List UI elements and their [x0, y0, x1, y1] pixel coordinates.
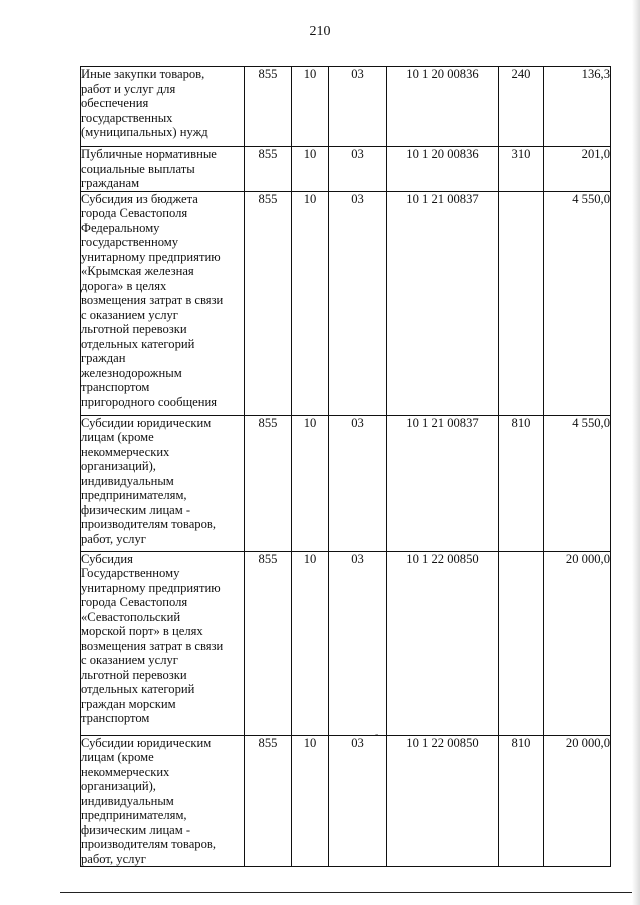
- scan-edge-shadow: [632, 0, 640, 905]
- expense-name-line: Субсидии юридическим: [81, 735, 212, 750]
- expense-name-line: лицам (кроме: [81, 750, 154, 764]
- expense-name-line: транспортом: [81, 711, 150, 725]
- expense-name-line: унитарному предприятию: [81, 249, 221, 264]
- expense-name-line: льготной перевозки: [81, 322, 187, 336]
- amount-cell: 201,0: [544, 147, 611, 192]
- expense-name-line: с оказанием услуг: [81, 307, 178, 322]
- subsection-code-cell: 03: [329, 191, 387, 415]
- expense-type-cell: 240: [499, 67, 544, 147]
- expense-name-line: железнодорожным: [81, 365, 182, 380]
- expense-name-line: физическим лицам -: [81, 502, 191, 517]
- section-code-cell: 10: [292, 191, 329, 415]
- section-code-cell: 10: [292, 551, 329, 735]
- expense-name-line: организаций),: [81, 779, 156, 793]
- ministry-code-cell: 855: [245, 551, 292, 735]
- ministry-code-cell: 855: [245, 67, 292, 147]
- expense-name-line: Субсидии юридическим: [81, 415, 212, 430]
- expense-name-line: льготной перевозки: [81, 667, 187, 682]
- page-bottom-rule: [60, 892, 640, 893]
- expense-name-line: морской порт» в целях: [81, 624, 203, 638]
- expense-name-cell: [81, 551, 245, 735]
- expense-name-line: дорога» в целях: [81, 278, 167, 293]
- ministry-code-cell: 855: [245, 147, 292, 192]
- expense-name-line: унитарному предприятию: [81, 580, 221, 595]
- expense-name-line: работ, услуг: [81, 851, 146, 866]
- table-row: [81, 551, 611, 735]
- expense-name-line: возмещения затрат в связи: [81, 293, 224, 307]
- expense-name-line: Публичные нормативные: [81, 147, 217, 161]
- expense-name-cell: [81, 735, 245, 867]
- expense-name-line: индивидуальным: [81, 473, 174, 488]
- expense-name-line: с оказанием услуг: [81, 653, 178, 667]
- expense-name-line: некоммерческих: [81, 444, 170, 459]
- expense-name-line: Иные закупки товаров,: [81, 67, 205, 81]
- section-code-cell: 10: [292, 735, 329, 867]
- expense-name-line: «Крымская железная: [81, 264, 194, 278]
- table-row: [81, 191, 611, 415]
- expense-name-line: города Севастополя: [81, 595, 188, 609]
- expense-name-line: «Севастопольский: [81, 609, 181, 624]
- expense-name-line: пригородного сообщения: [81, 394, 218, 409]
- expense-name-line: отдельных категорий: [81, 336, 195, 351]
- expense-name-line: транспортом: [81, 380, 150, 394]
- target-article-cell: 10 1 21 00837: [387, 191, 499, 415]
- expense-name-line: возмещения затрат в связи: [81, 638, 224, 653]
- expense-name-line: Субсидия: [81, 551, 133, 566]
- expense-type-cell: 310: [499, 147, 544, 192]
- expense-name-line: производителям товаров,: [81, 837, 216, 851]
- expense-type-cell: 810: [499, 735, 544, 867]
- amount-cell: 20 000,0: [544, 735, 611, 867]
- expense-name-line: государственных: [81, 110, 173, 125]
- expense-name-line: обеспечения: [81, 96, 149, 110]
- target-article-cell: 10 1 21 00837: [387, 415, 499, 551]
- table-row: [81, 735, 611, 867]
- ministry-code-cell: 855: [245, 415, 292, 551]
- subsection-code-cell: 03: [329, 415, 387, 551]
- ministry-code-cell: 855: [245, 735, 292, 867]
- expense-name-line: государственному: [81, 235, 179, 249]
- target-article-cell: 10 1 20 00836: [387, 147, 499, 192]
- amount-cell: 4 550,0: [544, 415, 611, 551]
- target-article-cell: 10 1 20 00836: [387, 67, 499, 147]
- expense-type-cell: 810: [499, 415, 544, 551]
- expense-name-line: социальные выплаты: [81, 161, 195, 176]
- page-number: 210: [309, 24, 331, 39]
- ministry-code-cell: 855: [245, 191, 292, 415]
- expense-name-line: физическим лицам -: [81, 822, 191, 837]
- expense-name-cell: [81, 191, 245, 415]
- section-code-cell: 10: [292, 415, 329, 551]
- table-row: [81, 415, 611, 551]
- expense-name-cell: [81, 67, 245, 147]
- subsection-code-cell: 03: [329, 551, 387, 735]
- expense-type-cell: [499, 551, 544, 735]
- expense-name-line: города Севастополя: [81, 206, 188, 220]
- expense-name-cell: [81, 147, 245, 192]
- amount-cell: 20 000,0: [544, 551, 611, 735]
- section-code-cell: 10: [292, 67, 329, 147]
- table-row: [81, 67, 611, 147]
- expense-type-cell: [499, 191, 544, 415]
- expense-name-line: производителям товаров,: [81, 517, 216, 531]
- expense-name-line: гражданам: [81, 176, 140, 190]
- expense-name-line: граждан морским: [81, 696, 176, 711]
- expense-name-line: индивидуальным: [81, 793, 174, 808]
- expense-name-cell: [81, 415, 245, 551]
- scan-mark: -: [375, 729, 379, 740]
- target-article-cell: 10 1 22 00850: [387, 735, 499, 867]
- expense-name-line: работ и услуг для: [81, 81, 176, 96]
- expense-name-line: Субсидия из бюджета: [81, 191, 198, 206]
- expense-name-line: (муниципальных) нужд: [81, 125, 208, 139]
- expense-name-line: некоммерческих: [81, 764, 170, 779]
- section-code-cell: 10: [292, 147, 329, 192]
- expense-name-line: работ, услуг: [81, 531, 146, 546]
- table-row: [81, 147, 611, 192]
- expense-name-line: Государственному: [81, 566, 180, 580]
- subsection-code-cell: 03: [329, 735, 387, 867]
- expense-name-line: Федеральному: [81, 220, 160, 235]
- expense-name-line: предпринимателям,: [81, 488, 187, 502]
- expense-name-line: граждан: [81, 351, 126, 365]
- expense-name-line: организаций),: [81, 459, 156, 473]
- expense-name-line: лицам (кроме: [81, 430, 154, 444]
- subsection-code-cell: 03: [329, 147, 387, 192]
- expense-name-line: отдельных категорий: [81, 682, 195, 696]
- amount-cell: 136,3: [544, 67, 611, 147]
- amount-cell: 4 550,0: [544, 191, 611, 415]
- subsection-code-cell: 03: [329, 67, 387, 147]
- target-article-cell: 10 1 22 00850: [387, 551, 499, 735]
- budget-table: [80, 66, 611, 867]
- expense-name-line: предпринимателям,: [81, 808, 187, 822]
